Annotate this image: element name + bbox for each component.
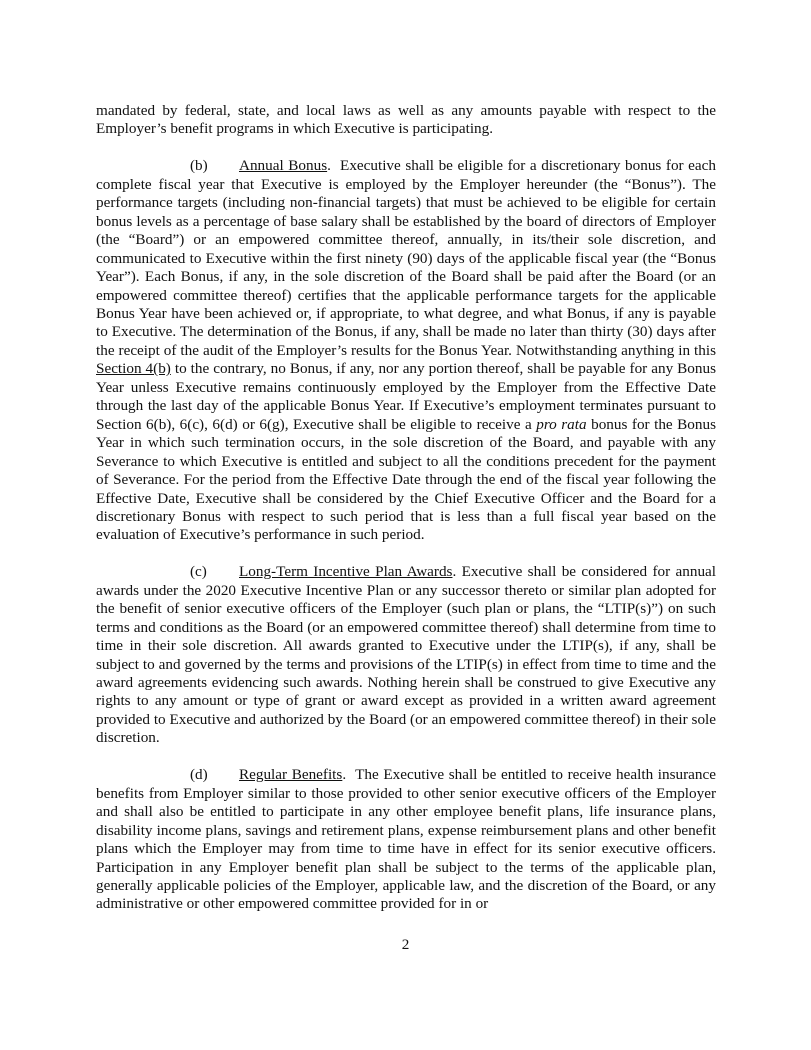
section-cross-reference: Section 4(b): [96, 360, 171, 378]
section-body: Executive shall be eligible for a discretionary bonus for each complete fiscal year that Executive is employed by the Employer hereunder (the “Bonus”). The performance targets (including non-financial targets) that must be achieved to be eligible for certain bonus levels as a percentage of base salary shall be established by the board of directors of Employer (the “Board”) or an empowered committee thereof, annually, in its/their sole discretion, and communicated to Executive within the first ninety (90) days of the applicable fiscal year (the “Bonus Year”). Each Bonus, if any, in the sole discretion of the Board shall be paid after the Board (or an empowered committee thereof) certifies that the applicable performance targets for the applicable Bonus Year have been achieved or, if appropriate, to what degree, and what Bonus, if any is payable to Executive. The determination of the Bonus, if any, shall be made no later than thirty (30) days after the receipt of the audit of the Employer’s results for the Bonus Year. Notwithstanding anything in this: [96, 157, 716, 359]
section-heading: Long-Term Incentive Plan Awards: [239, 563, 453, 581]
section-body: Executive shall be considered for annual awards under the 2020 Executive Incentive Plan or any successor thereto or similar plan adopted for the benefit of senior executive officers of the Employer (such plan or plans, the “LTIP(s)”) on such terms and conditions as the Board (or an empowered committee thereof) shall determine from time to time in their sole discretion. All awards granted to Executive under the LTIP(s), if any, shall be subject to and governed by the terms and provisions of the LTIP(s) in effect from time to time and the award agreements evidencing such awards. Nothing herein shall be construed to give Executive any rights to any amount or type of grant or award except as provided in a written award agreement provided to Executive and authorized by the Board (or an empowered committee thereof) in their sole discretion.: [96, 563, 717, 747]
section-body: to the contrary, no Bonus, if any, nor any portion thereof, shall be payable for any Bonus Year unless Executive remains continuously employed by the Employer from the Effective Date through the last day of the applicable Bonus Year. If Executive’s employment terminates pursuant to Section 6(b), 6(c), 6(d) or 6(g), Executive shall be eligible to receive a: [96, 360, 716, 433]
page-number: 2: [401, 936, 410, 953]
heading-suffix: .: [327, 157, 341, 175]
continuation-text: mandated by federal, state, and local laws as well as any amounts payable with respect to the Employer’s benefit programs in which Executive is participating.: [96, 102, 716, 138]
section-number: (c): [190, 563, 207, 581]
heading-suffix: .: [342, 766, 356, 784]
section-body: The Executive shall be entitled to receive health insurance benefits from Employer similar to those provided to other senior executive officers of the Employer and shall also be entitled to participate in any other employee benefit plans, life insurance plans, disability income plans, savings and retirement plans, expense reimbursement plans and other benefit plans which the Employer may from time to time have in effect for its senior executive officers. Participation in any Employer benefit plan shall be subject to the terms of the applicable plan, generally applicable policies of the Employer, applicable law, and the discretion of the Board, or any administrative or other empowered committee provided for in or: [96, 766, 716, 913]
section-ltip-awards: [96, 563, 716, 748]
document-page: [96, 102, 716, 914]
heading-suffix: .: [452, 563, 462, 581]
italic-term: pro rata: [536, 415, 587, 433]
section-number: (b): [190, 157, 208, 175]
section-heading: Annual Bonus: [239, 157, 328, 175]
section-number: (d): [190, 766, 208, 784]
continuation-paragraph: [96, 102, 716, 139]
section-heading: Regular Benefits: [239, 766, 343, 784]
section-regular-benefits: [96, 766, 716, 914]
section-annual-bonus: [96, 157, 716, 545]
section-body: bonus for the Bonus Year in which such termination occurs, in the sole discretion of the Board, and payable with any Severance to which Executive is entitled and subject to all the conditions precedent for the payment of Severance. For the period from the Effective Date through the end of the fiscal year following the Effective Date, Executive shall be considered by the Chief Executive Officer and the Board for a discretionary Bonus with respect to such period that is less than a full fiscal year based on the evaluation of Executive’s performance in such period.: [96, 415, 716, 544]
